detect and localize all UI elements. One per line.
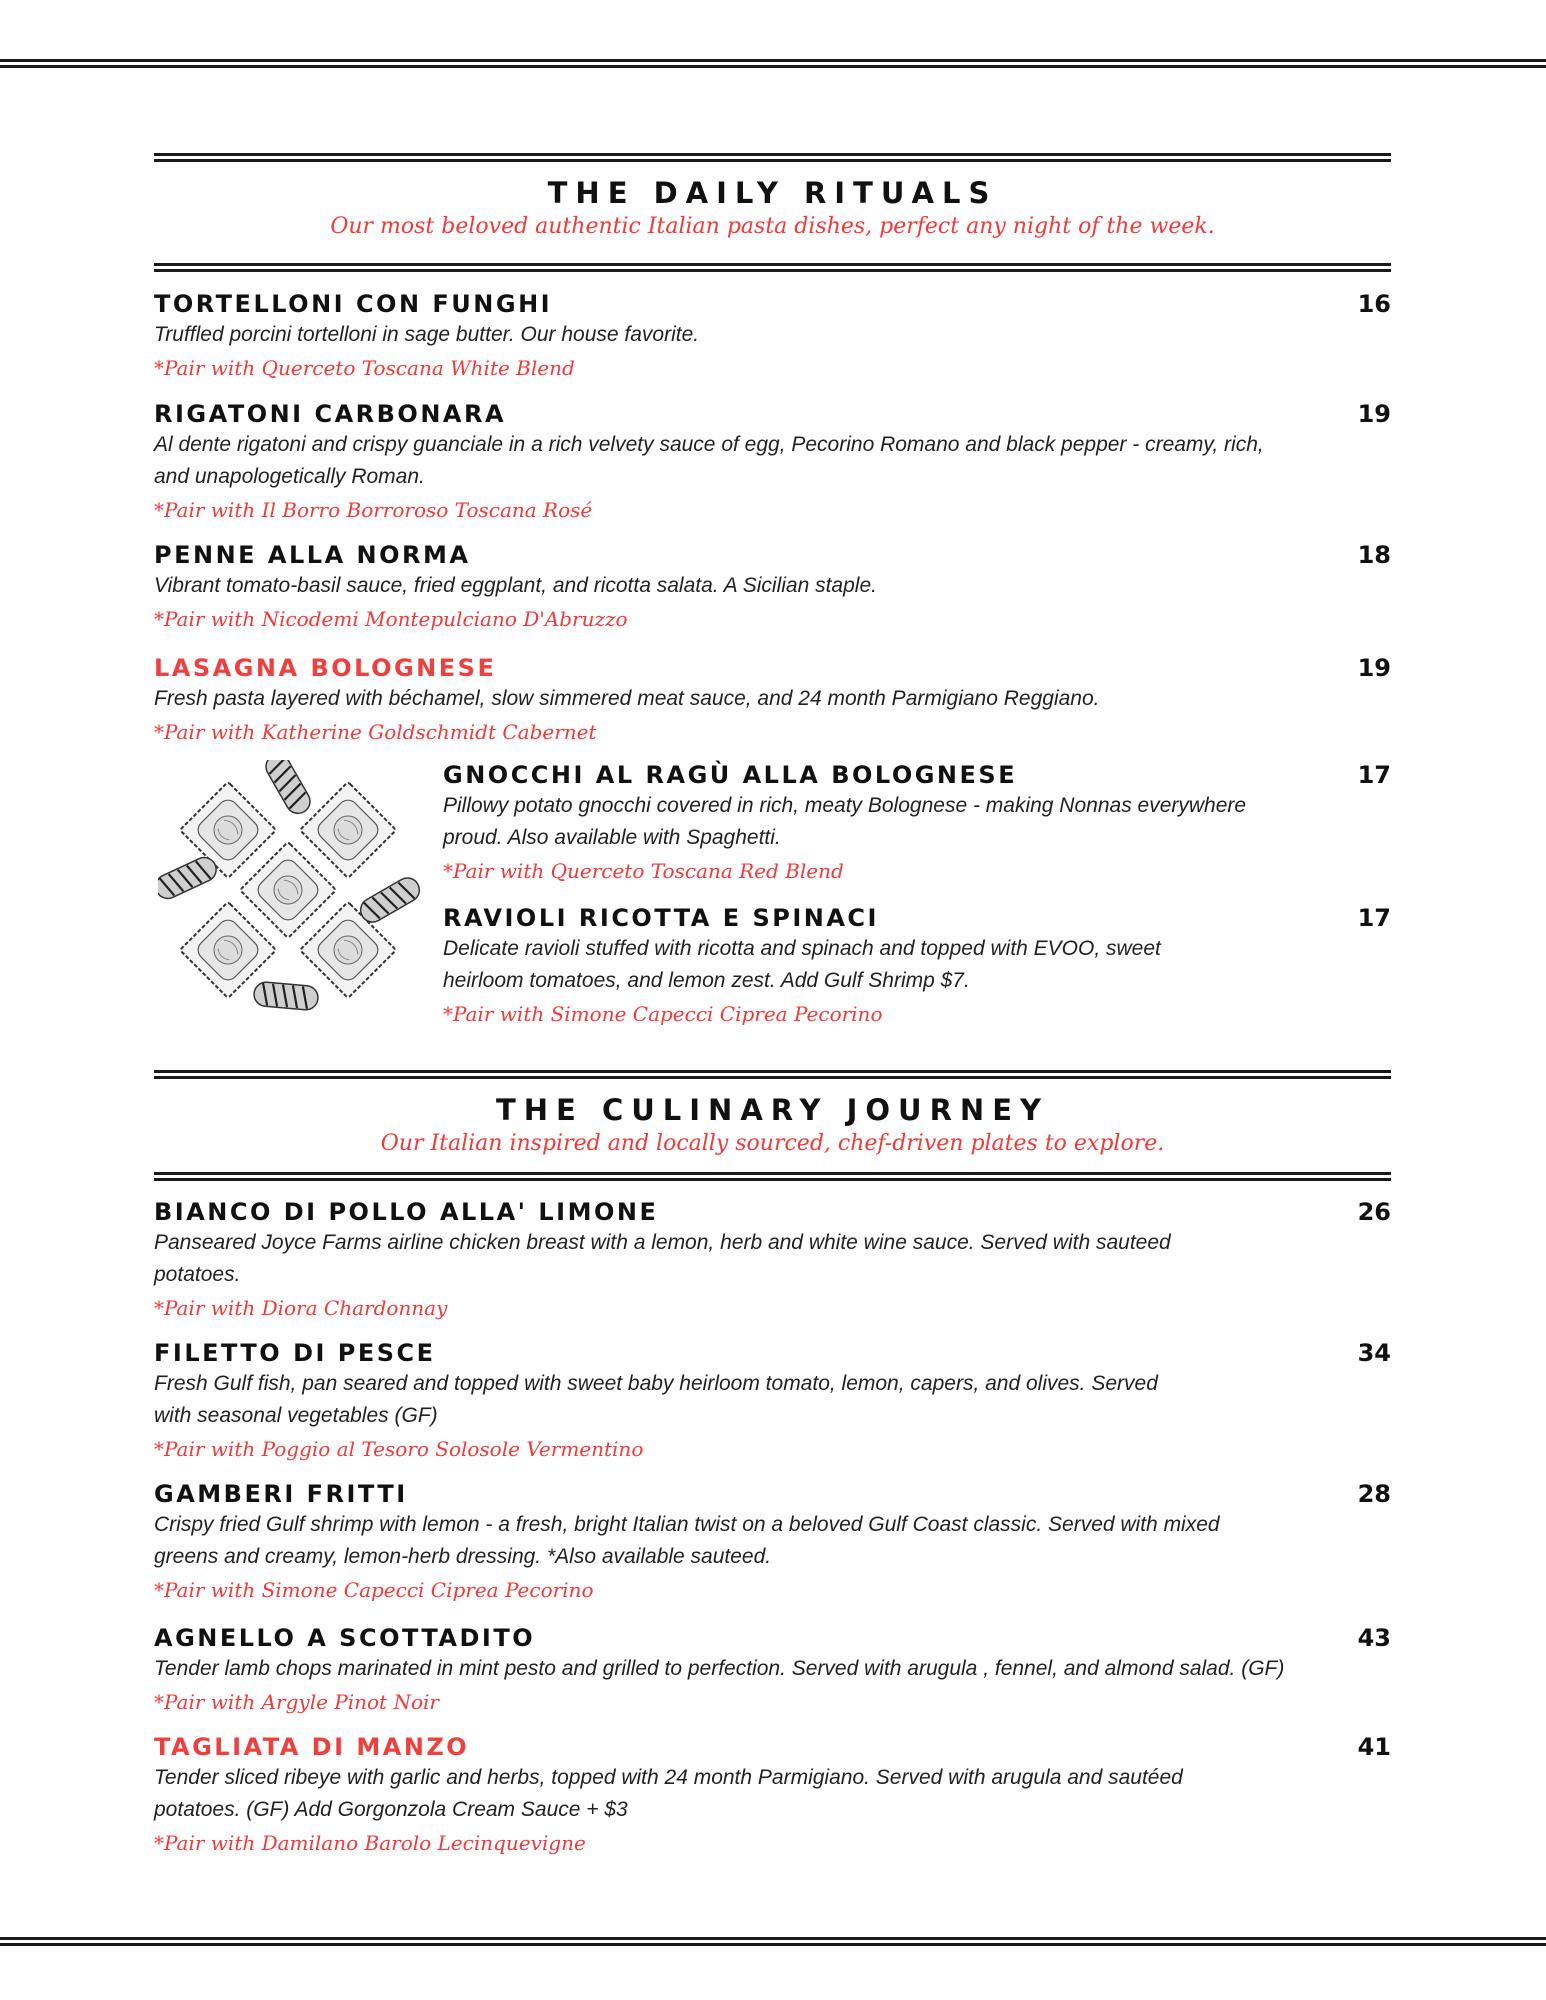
menu-item-pollo xyxy=(154,1197,1234,1323)
item-pairing: *Pair with Katherine Goldschmidt Cabernet xyxy=(154,720,597,744)
item-name: FILETTO DI PESCE xyxy=(154,1339,436,1367)
section-top-rule xyxy=(154,1070,1391,1079)
item-price: 43 xyxy=(1357,1624,1391,1652)
item-name: GNOCCHI AL RAGÙ ALLA BOLOGNESE xyxy=(443,761,1018,789)
menu-item-penne xyxy=(154,540,1304,634)
item-price: 18 xyxy=(1357,541,1391,569)
item-name: LASAGNA BOLOGNESE xyxy=(154,654,497,682)
item-pairing: *Pair with Argyle Pinot Noir xyxy=(154,1690,439,1714)
item-pairing: *Pair with Il Borro Borroroso Toscana Rosé xyxy=(154,498,593,522)
item-description: Panseared Joyce Farms airline chicken breast with a lemon, herb and white wine sauce. Served with sauteed potatoes. xyxy=(154,1231,1171,1286)
item-price: 26 xyxy=(1357,1198,1391,1226)
section-header-culinary-journey xyxy=(154,1092,1391,1158)
section-top-rule xyxy=(154,153,1391,162)
item-price: 17 xyxy=(1357,904,1391,932)
section-title: THE CULINARY JOURNEY xyxy=(495,1093,1049,1127)
item-price: 41 xyxy=(1357,1733,1391,1761)
section-bottom-rule xyxy=(154,263,1391,272)
section-header-daily-rituals xyxy=(154,175,1391,241)
menu-item-gnocchi xyxy=(443,760,1303,886)
menu-item-tortelloni xyxy=(154,289,1304,383)
item-description: Tender lamb chops marinated in mint pesto and grilled to perfection. Served with arugula , fennel, and almond salad. (GF) xyxy=(154,1657,1285,1680)
section-title: THE DAILY RITUALS xyxy=(547,176,998,210)
menu-item-pesce xyxy=(154,1338,1164,1464)
item-description: Fresh Gulf fish, pan seared and topped with sweet baby heirloom tomato, lemon, capers, and olives. Served with seasonal vegetables (GF) xyxy=(154,1372,1158,1427)
menu-item-tagliata xyxy=(154,1732,1234,1858)
menu-item-lasagna xyxy=(154,653,1304,747)
item-price: 19 xyxy=(1357,400,1391,428)
item-name: GAMBERI FRITTI xyxy=(154,1480,408,1508)
item-price: 17 xyxy=(1357,761,1391,789)
item-pairing: *Pair with Nicodemi Montepulciano D'Abruzzo xyxy=(154,607,628,631)
item-name: TORTELLONI CON FUNGHI xyxy=(154,290,553,318)
item-pairing: *Pair with Simone Capecci Ciprea Pecorino xyxy=(443,1002,883,1026)
item-description: Crispy fried Gulf shrimp with lemon - a fresh, bright Italian twist on a beloved Gulf Coast classic. Served with mixed greens and creamy, lemon-herb dressing. *Also available sauteed. xyxy=(154,1513,1220,1568)
item-name: RIGATONI CARBONARA xyxy=(154,400,507,428)
item-pairing: *Pair with Diora Chardonnay xyxy=(154,1296,448,1320)
item-name: RAVIOLI RICOTTA E SPINACI xyxy=(443,904,879,932)
item-description: Tender sliced ribeye with garlic and herbs, topped with 24 month Parmigiano. Served with arugula and sautéed potatoes. (GF) Add Gorgonzola Cream Sauce + $3 xyxy=(154,1766,1183,1821)
item-price: 34 xyxy=(1357,1339,1391,1367)
item-description: Pillowy potato gnocchi covered in rich, meaty Bolognese - making Nonnas everywhere proud. Also available with Spaghetti. xyxy=(443,794,1247,849)
item-pairing: *Pair with Damilano Barolo Lecinquevigne xyxy=(154,1831,586,1855)
section-subtitle: Our Italian inspired and locally sourced, chef-driven plates to explore. xyxy=(380,1131,1165,1156)
page-top-rule xyxy=(0,59,1546,68)
item-price: 16 xyxy=(1357,290,1391,318)
item-price: 19 xyxy=(1357,654,1391,682)
item-price: 28 xyxy=(1357,1480,1391,1508)
section-subtitle: Our most beloved authentic Italian pasta dishes, perfect any night of the week. xyxy=(330,214,1215,239)
section-bottom-rule xyxy=(154,1172,1391,1181)
item-description: Delicate ravioli stuffed with ricotta and spinach and topped with EVOO, sweet heirloom tomatoes, and lemon zest. Add Gulf Shrimp $7. xyxy=(443,937,1161,992)
pasta-illustration xyxy=(158,760,423,1022)
item-pairing: *Pair with Querceto Toscana White Blend xyxy=(154,356,575,380)
menu-item-ravioli xyxy=(443,903,1243,1029)
item-name: PENNE ALLA NORMA xyxy=(154,541,471,569)
item-description: Fresh pasta layered with béchamel, slow simmered meat sauce, and 24 month Parmigiano Reggiano. xyxy=(154,687,1100,710)
item-name: TAGLIATA DI MANZO xyxy=(154,1733,470,1761)
menu-item-gamberi xyxy=(154,1479,1234,1605)
item-description: Al dente rigatoni and crispy guanciale in a rich velvety sauce of egg, Pecorino Romano and black pepper - creamy, rich, and unapologetically Roman. xyxy=(154,433,1264,488)
item-pairing: *Pair with Querceto Toscana Red Blend xyxy=(443,859,844,883)
item-pairing: *Pair with Poggio al Tesoro Solosole Vermentino xyxy=(154,1437,644,1461)
menu-item-rigatoni xyxy=(154,399,1284,525)
item-description: Truffled porcini tortelloni in sage butter. Our house favorite. xyxy=(154,323,700,346)
item-name: BIANCO DI POLLO ALLA' LIMONE xyxy=(154,1198,659,1226)
menu-item-agnello xyxy=(154,1623,1384,1717)
item-description: Vibrant tomato-basil sauce, fried eggplant, and ricotta salata. A Sicilian staple. xyxy=(154,574,877,597)
item-name: AGNELLO A SCOTTADITO xyxy=(154,1624,536,1652)
page-bottom-rule xyxy=(0,1937,1546,1946)
item-pairing: *Pair with Simone Capecci Ciprea Pecorino xyxy=(154,1578,594,1602)
